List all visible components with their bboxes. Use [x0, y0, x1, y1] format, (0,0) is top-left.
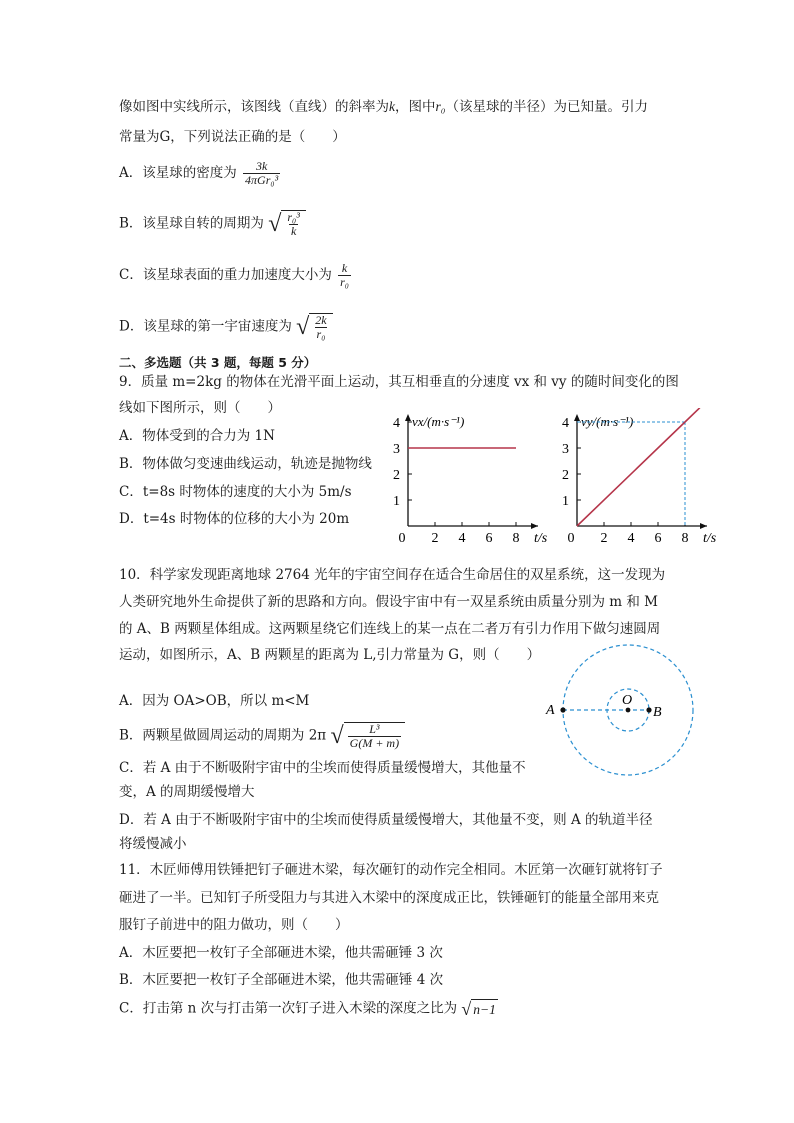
y-axis-arrow	[574, 414, 580, 421]
center-o	[626, 708, 631, 713]
slope-k: k	[389, 99, 395, 114]
label-o: O	[622, 693, 633, 708]
q10-stem-line1: 10．科学家发现距离地球 2764 光年的宇宙空间存在适合生命居住的双星系统，这一发现为	[119, 567, 666, 583]
y-tick-label: 3	[393, 442, 400, 457]
x-tick-label: 0	[398, 531, 406, 546]
q8-d-sqrt: √ $\frac{2k}{\text{r₀}}$	[296, 313, 333, 341]
q11-option-b: B．木匠要把一枚钉子全部砸进木梁，他共需砸锤 4 次	[119, 972, 444, 988]
q8-option-b: B．该星球自转的周期为 √ $\frac{\text{r₀³}}{k}$	[119, 210, 306, 238]
x-tick-label: 4	[627, 531, 635, 546]
chart-vx	[388, 408, 548, 548]
y-tick-label: 2	[393, 468, 400, 483]
y-tick-label: 1	[562, 494, 569, 509]
x-axis-arrow	[700, 523, 707, 529]
q9-option-b: B．物体做匀变速曲线运动，轨迹是抛物线	[119, 456, 372, 472]
x-tick-label: 2	[431, 531, 439, 546]
x-axis-arrow	[531, 523, 538, 529]
x-axis-label: t/s	[703, 531, 717, 546]
q11-stem-line2: 砸进了一半。已知钉子所受阻力与其进入木梁中的深度成正比，铁锤砸钉的能量全部用来克	[119, 890, 659, 906]
q10-option-a: A．因为 OA>OB，所以 m<M	[119, 693, 310, 709]
label-a: A	[546, 703, 555, 718]
q10-stem-line2: 人类研究地外生命提供了新的思路和方向。假设宇宙中有一双星系统由质量分别为 m 和 M	[119, 594, 658, 610]
q8-b-sqrt: √ $\frac{\text{r₀³}}{k}$	[268, 210, 306, 238]
q8-option-d: D．该星球的第一宇宙速度为 √ $\frac{2k}{\text{r₀}}$	[119, 313, 333, 341]
y-tick-label: 1	[393, 494, 400, 509]
x-axis-label: t/s	[534, 531, 548, 546]
q10-stem-line3: 的 A、B 两颗星体组成。这两颗星绕它们连线上的某一点在二者万有引力作用下做匀速圆周	[119, 621, 661, 637]
y-tick-label: 4	[562, 416, 569, 431]
q9-option-c: C．t=8s 时物体的速度的大小为 5m/s	[119, 484, 352, 500]
q11-stem-line1: 11．木匠师傅用铁锤把钉子砸进木梁，每次砸钉的动作完全相同。木匠第一次砸钉就将钉子	[119, 862, 663, 878]
q10-option-c-line1: C．若 A 由于不断吸附宇宙中的尘埃而使得质量缓慢增大，其他量不	[119, 760, 526, 776]
q8-a-fraction: $\frac{3k}{\text{4πGr₀³}}$	[245, 159, 279, 187]
q11-option-c: C．打击第 n 次与打击第一次钉子进入木梁的深度之比为 √ n−1	[119, 999, 496, 1019]
q10-option-d-line2: 将缓慢减小	[119, 836, 187, 852]
x-tick-label: 6	[654, 531, 662, 546]
q9-stem-line1: 9．质量 m=2kg 的物体在光滑平面上运动，其互相垂直的分速度 vx 和 vy 的随时间变化的图	[119, 374, 679, 390]
x-tick-label: 2	[600, 531, 608, 546]
y-tick-label: 2	[562, 468, 569, 483]
y-tick-label: 3	[562, 442, 569, 457]
x-tick-label: 0	[567, 531, 575, 546]
q9-stem-line2: 线如下图所示，则（ ）	[119, 400, 281, 416]
q8-option-a: A．该星球的密度为 $\frac{3k}{\text{4πGr₀³}}$	[119, 159, 279, 187]
y-axis-label: vy/(m·s⁻¹)	[581, 414, 634, 429]
radius-r0: r₀	[435, 99, 446, 114]
q8-option-c: C．该星球表面的重力加速度大小为 $\frac{k}{\text{r₀}}$	[119, 261, 349, 289]
q9-option-a: A．物体受到的合力为 1N	[119, 428, 275, 444]
q9-option-d: D．t=4s 时物体的位移的大小为 20m	[119, 511, 350, 527]
series-line-extension	[685, 408, 700, 422]
chart-vy	[557, 408, 722, 548]
q10-stem-line4: 运动，如图所示，A、B 两颗星的距离为 L,引力常量为 G，则（ ）	[119, 647, 541, 663]
y-tick-label: 4	[393, 416, 400, 431]
star-b	[646, 707, 651, 712]
x-tick-label: 4	[458, 531, 466, 546]
x-tick-label: 6	[485, 531, 493, 546]
q8-stem-line1: 像如图中实线所示，该图线（直线）的斜率为k，图中r₀（该星球的半径）为已知量。引力	[119, 99, 648, 115]
q10-option-c-line2: 变，A 的周期缓慢增大	[119, 784, 255, 800]
y-axis-label: vx/(m·s⁻¹)	[412, 414, 465, 429]
x-tick-label: 8	[512, 531, 520, 546]
q8-stem-line2: 常量为G，下列说法正确的是（ ）	[119, 129, 346, 145]
q11-option-a: A．木匠要把一枚钉子全部砸进木梁，他共需砸锤 3 次	[119, 945, 443, 961]
q10-option-d-line1: D．若 A 由于不断吸附宇宙中的尘埃而使得质量缓慢增大，其他量不变，则 A 的轨道半径	[119, 812, 653, 828]
q11-c-sqrt: √ n−1	[461, 999, 496, 1019]
binary-star-diagram	[540, 640, 710, 790]
q11-stem-line3: 服钉子前进中的阻力做功，则（ ）	[119, 917, 349, 933]
x-tick-label: 8	[681, 531, 689, 546]
q8-c-fraction: $\frac{k}{\text{r₀}}$	[340, 261, 349, 289]
star-a	[560, 707, 565, 712]
section-title-multiple-choice: 二、多选题（共 3 题，每题 5 分）	[119, 355, 317, 370]
y-axis-arrow	[405, 414, 411, 421]
label-b: B	[653, 705, 662, 720]
q10-b-sqrt: √ $\frac{\text{L³}}{G(M + m)}$	[330, 722, 405, 750]
q10-option-b: B．两颗星做圆周运动的周期为 2π √ $\frac{\text{L³}}{G(M + m)}$	[119, 722, 405, 750]
series-line	[577, 422, 685, 526]
